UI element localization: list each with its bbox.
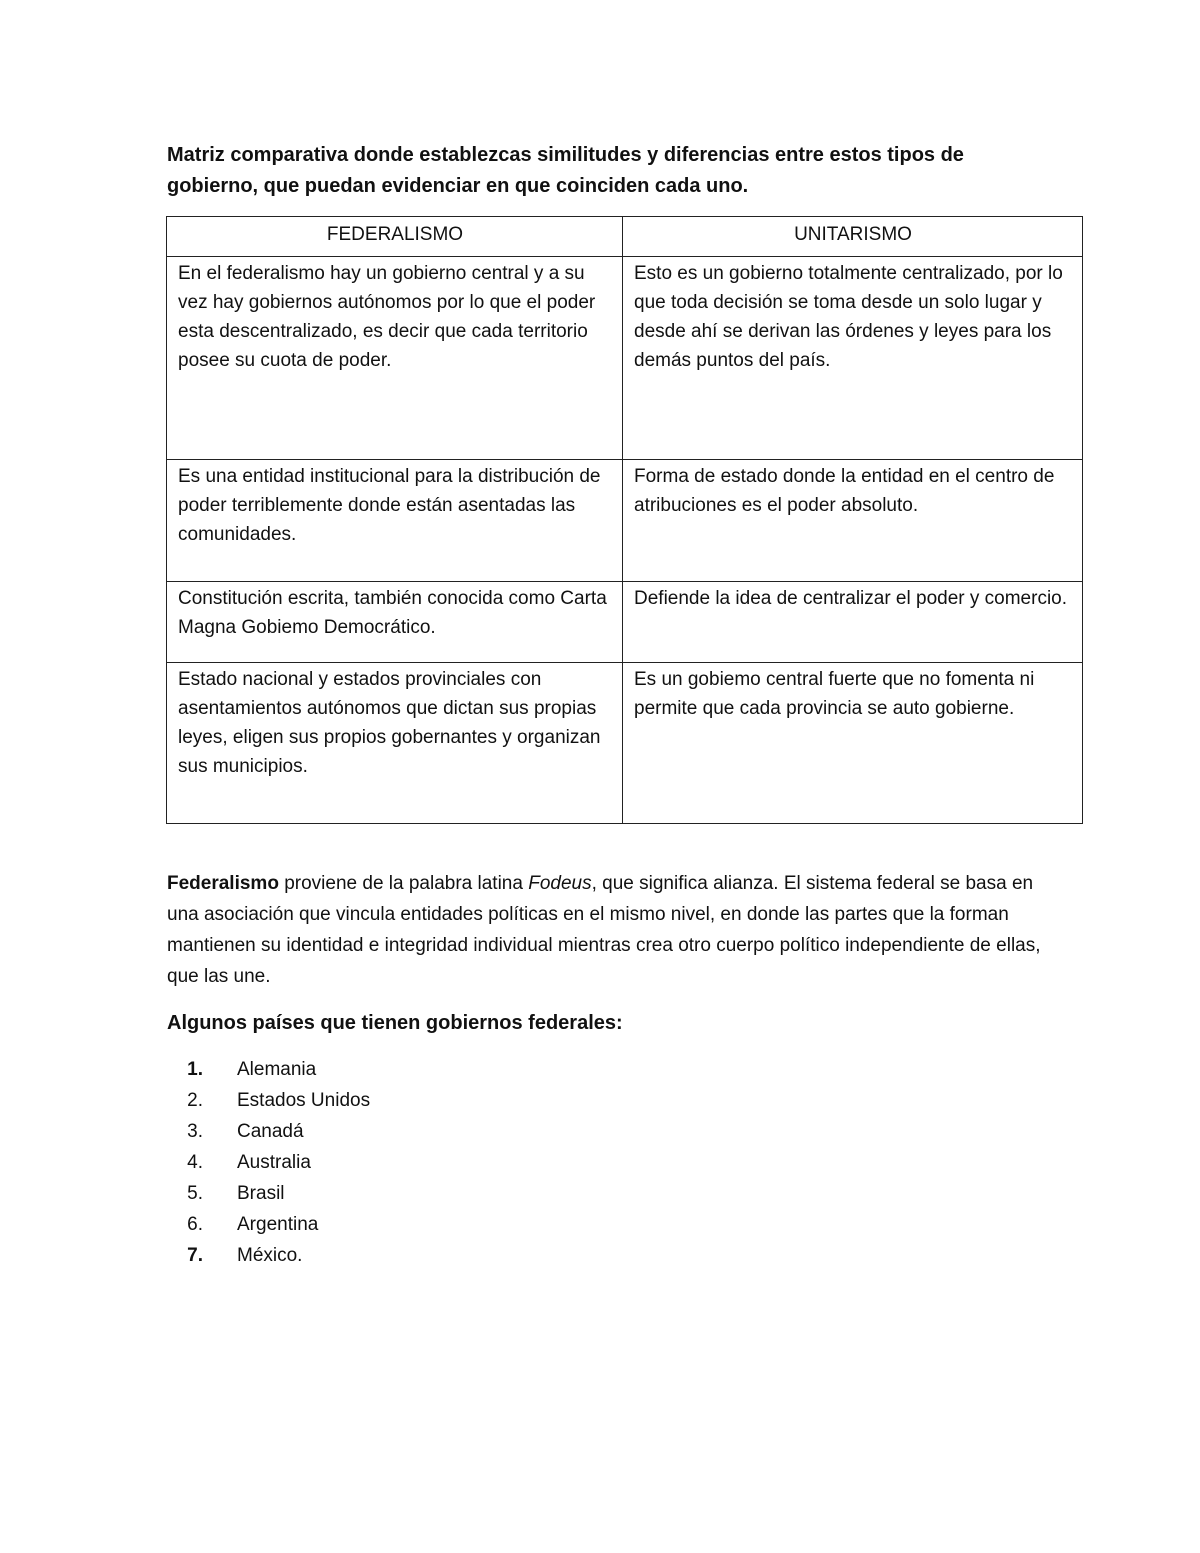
table-row [167, 663, 1083, 824]
table-row [167, 460, 1083, 582]
list-item-name: Alemania [237, 1059, 317, 1080]
federalismo-definition [167, 868, 1047, 992]
countries-list [167, 1054, 370, 1271]
list-item-number: 3. [187, 1121, 203, 1142]
list-item-number: 2. [187, 1090, 203, 1111]
list-item-name: Estados Unidos [237, 1090, 371, 1111]
list-item-number: 5. [187, 1183, 203, 1204]
document-title: Matriz comparativa donde establezcas similitudes y diferencias entre estos tipos de gobierno, que puedan evidenciar en que coinciden cada uno. [167, 144, 964, 197]
table-cell-unitarismo: Forma de estado donde la entidad en el centro de atribuciones es el poder absoluto. [623, 460, 1083, 582]
comparison-table [166, 216, 1083, 824]
definition-text-2: , que significa alianza. El sistema federal se basa en una asociación que vincula entidades políticas en el mismo nivel, en donde las partes que la forman mantienen su identidad e integridad individual mientras crea otro cuerpo político independiente de ellas, que las une. [167, 873, 1041, 987]
table-cell-federalismo: Es una entidad institucional para la distribución de poder terriblemente donde están asentadas las comunidades. [167, 460, 623, 582]
list-item-number: 7. [187, 1245, 203, 1266]
table-row [167, 257, 1083, 460]
latin-word: Fodeus [528, 873, 592, 894]
table-row [167, 582, 1083, 663]
table-header-row [167, 217, 1083, 257]
definition-text-1: proviene de la palabra latina [278, 873, 529, 894]
list-item-number: 1. [187, 1059, 203, 1080]
list-item-name: Brasil [237, 1183, 285, 1204]
header-federalismo: FEDERALISMO [167, 217, 623, 257]
header-unitarismo: UNITARISMO [623, 217, 1083, 257]
table-cell-federalismo: Estado nacional y estados provinciales con asentamientos autónomos que dictan sus propias leyes, eligen sus propios gobernantes y organizan sus municipios. [167, 663, 623, 824]
list-item-name: Argentina [237, 1214, 319, 1235]
list-item [167, 1209, 370, 1240]
list-item-name: Canadá [237, 1121, 304, 1142]
table-cell-unitarismo: Esto es un gobierno totalmente centralizado, por lo que toda decisión se toma desde un solo lugar y desde ahí se derivan las órdenes y leyes para los demás puntos del país. [623, 257, 1083, 460]
list-item-number: 4. [187, 1152, 203, 1173]
table-cell-unitarismo: Defiende la idea de centralizar el poder y comercio. [623, 582, 1083, 663]
list-item [167, 1085, 370, 1116]
list-item [167, 1147, 370, 1178]
list-item-name: Australia [237, 1152, 311, 1173]
list-item-number: 6. [187, 1214, 203, 1235]
list-item [167, 1178, 370, 1209]
list-item [167, 1054, 370, 1085]
table-cell-unitarismo: Es un gobiemo central fuerte que no fomenta ni permite que cada provincia se auto gobierne. [623, 663, 1083, 824]
list-item [167, 1116, 370, 1147]
list-item-name: México. [237, 1245, 303, 1266]
list-item [167, 1240, 370, 1271]
definition-term: Federalismo [167, 873, 279, 894]
table-cell-federalismo: En el federalismo hay un gobierno central y a su vez hay gobiernos autónomos por lo que el poder esta descentralizado, es decir que cada territorio posee su cuota de poder. [167, 257, 623, 460]
table-cell-federalismo: Constitución escrita, también conocida como Carta Magna Gobiemo Democrático. [167, 582, 623, 663]
countries-heading: Algunos países que tienen gobiernos federales: [167, 1012, 623, 1034]
